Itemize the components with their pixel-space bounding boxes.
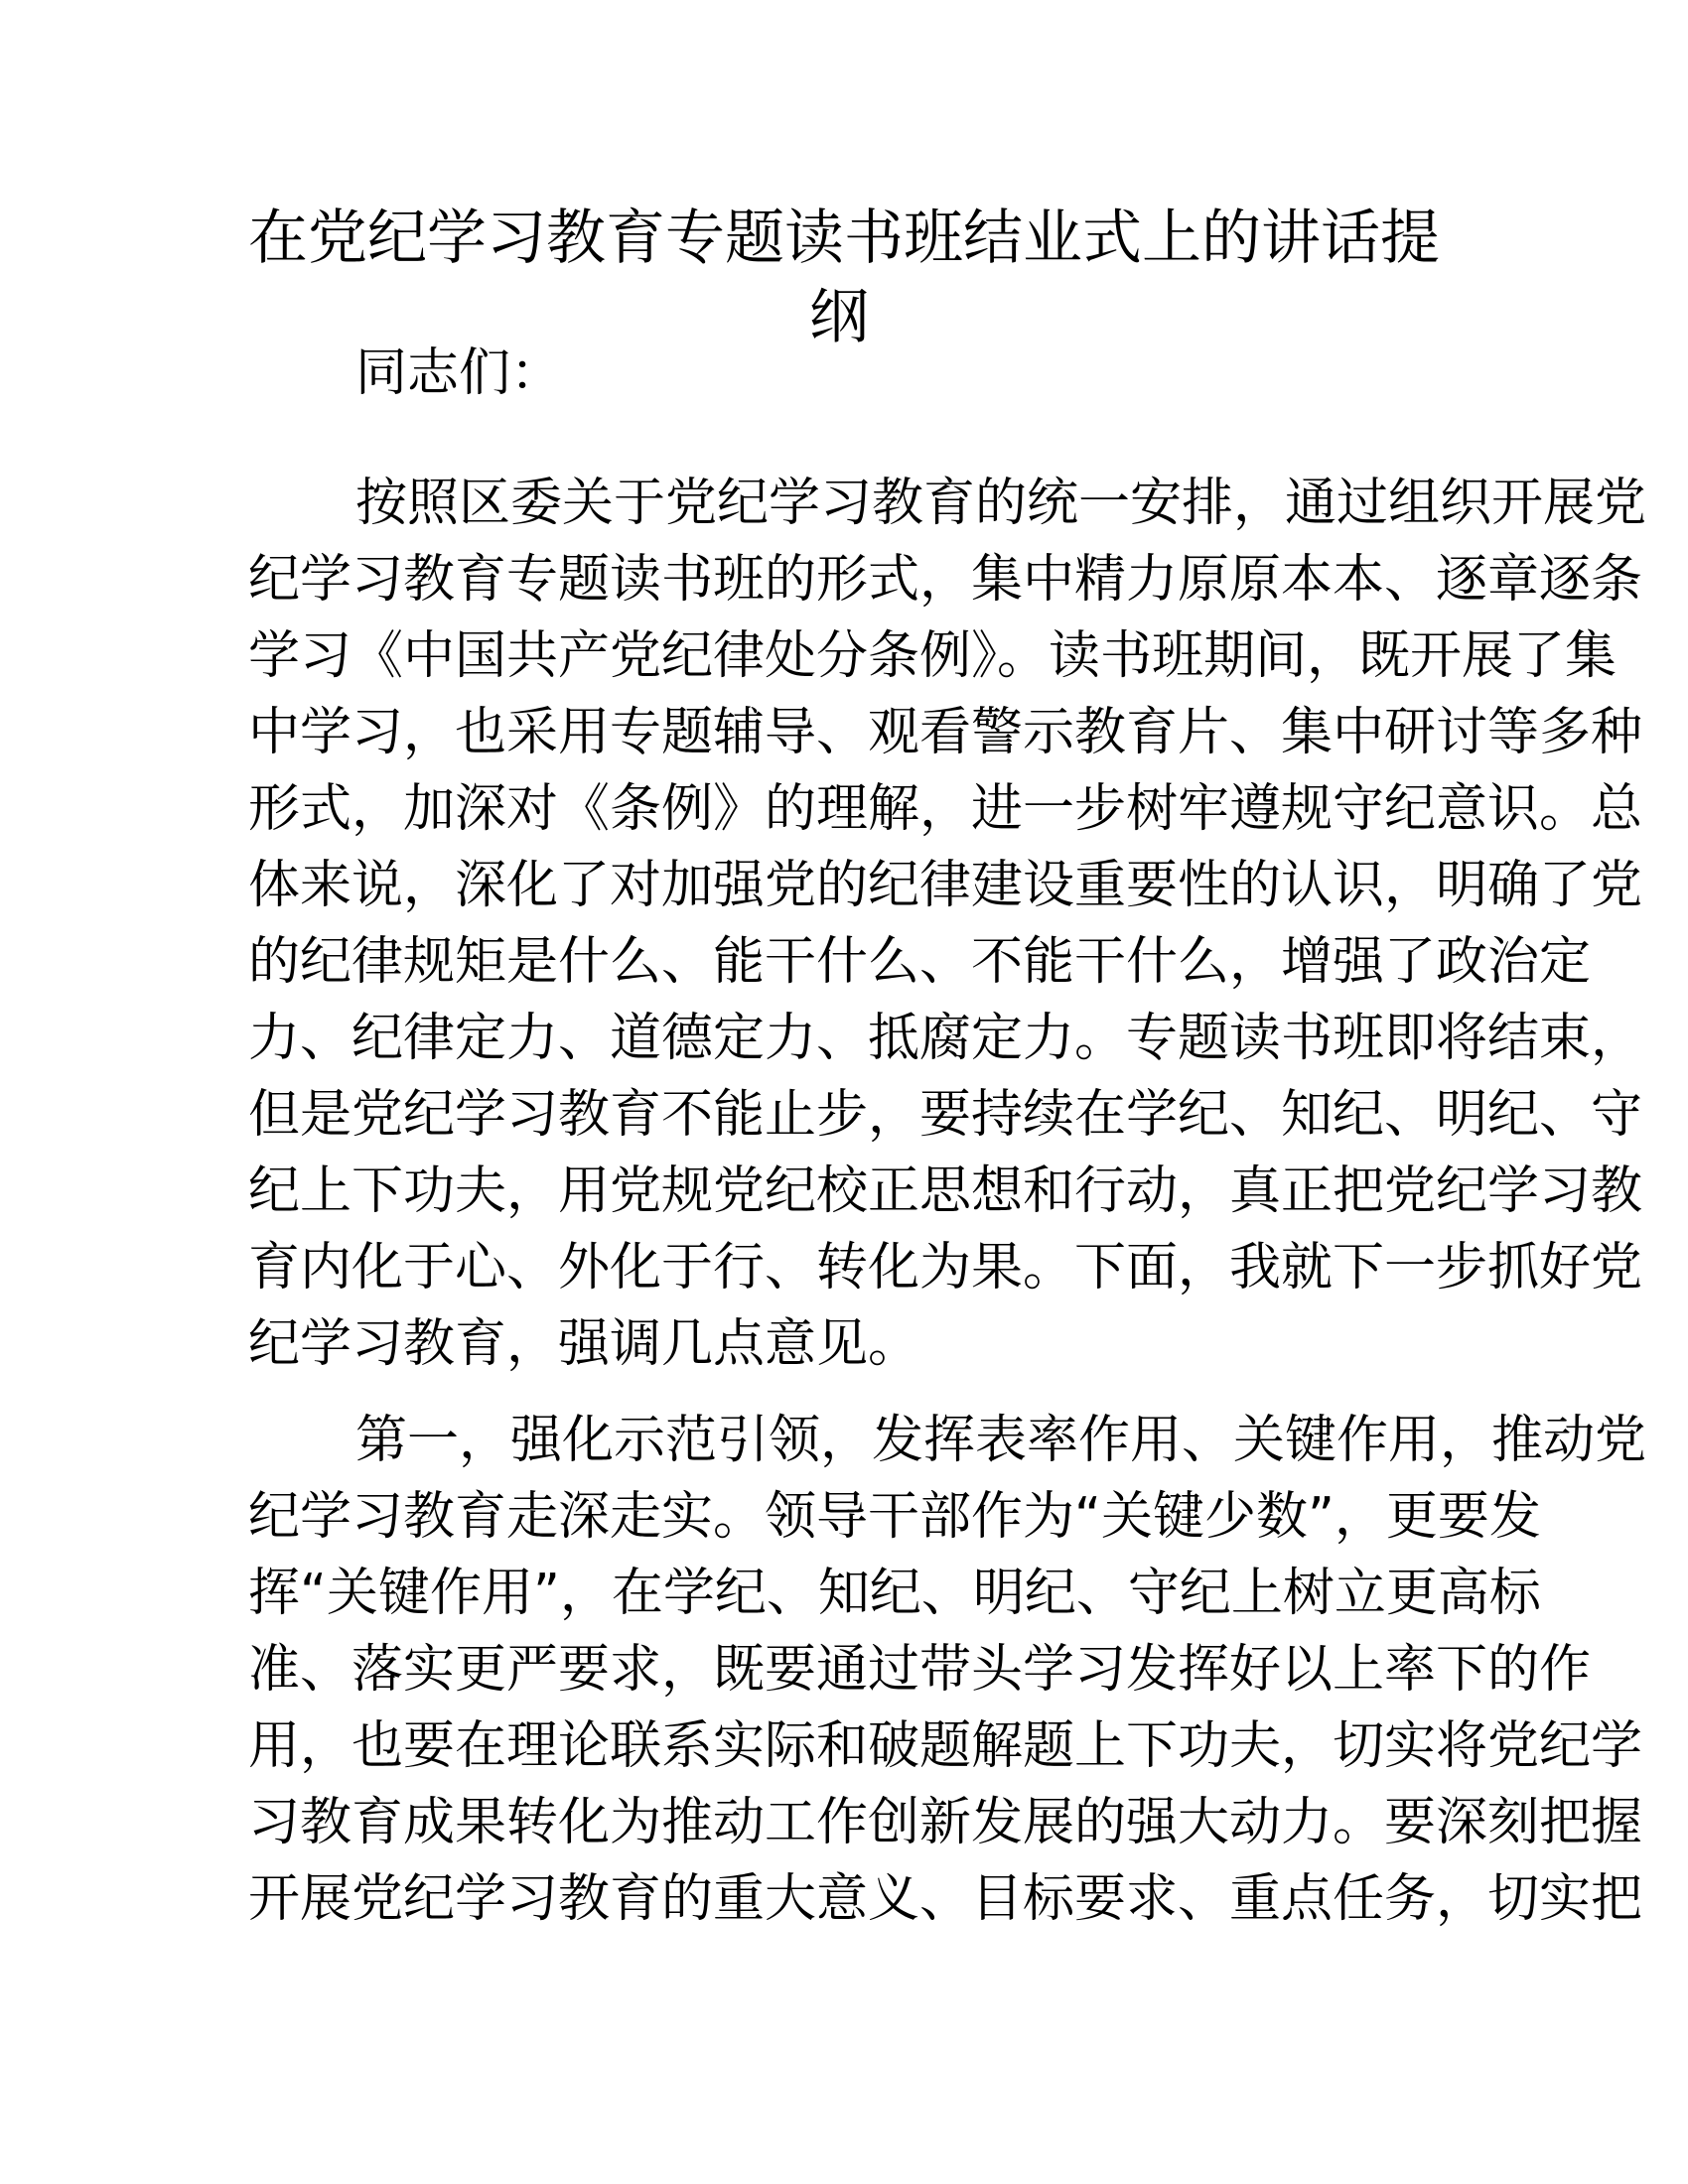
text-line: 育内化于心、外化于行、转化为果。下面，我就下一步抓好党 (248, 1238, 1643, 1297)
text-line: 用，也要在理论联系实际和破题解题上下功夫，切实将党纪学 (248, 1716, 1643, 1776)
text-line: 体来说，深化了对加强党的纪律建设重要性的认识，明确了党 (248, 856, 1643, 915)
text-line: 但是党纪学习教育不能止步，要持续在学纪、知纪、明纪、守 (248, 1085, 1643, 1145)
document-body (248, 466, 1647, 1958)
text-line: 按照区委关于党纪学习教育的统一安排，通过组织开展党 (355, 474, 1647, 533)
text-line: 的纪律规矩是什么、能干什么、不能干什么，增强了政治定 (248, 932, 1592, 992)
text-line: 学习《中国共产党纪律处分条例》。读书班期间，既开展了集 (248, 626, 1618, 686)
paragraph (248, 466, 1647, 1383)
text-line: 纪学习教育专题读书班的形式，集中精力原原本本、逐章逐条 (248, 550, 1643, 610)
salutation-block (248, 336, 1430, 412)
text-line: 习教育成果转化为推动工作创新发展的强大动力。要深刻把握 (248, 1793, 1643, 1852)
text-line: 第一，强化示范引领，发挥表率作用、关键作用，推动党 (355, 1411, 1647, 1470)
document-title (248, 199, 1440, 357)
text-line: 挥“关键作用”，在学纪、知纪、明纪、守纪上树立更高标 (248, 1564, 1541, 1623)
title-line: 纲 (809, 283, 869, 352)
text-line: 纪学习教育走深走实。领导干部作为“关键少数”，更要发 (248, 1487, 1541, 1547)
text-line: 形式，加深对《条例》的理解，进一步树牢遵规守纪意识。总 (248, 779, 1643, 839)
salutation: 同志们： (355, 343, 563, 403)
text-line: 中学习，也采用专题辅导、观看警示教育片、集中研讨等多种 (248, 703, 1643, 762)
text-line: 准、落实更严要求，既要通过带头学习发挥好以上率下的作 (248, 1640, 1592, 1700)
text-line: 纪上下功夫，用党规党纪校正思想和行动，真正把党纪学习教 (248, 1161, 1643, 1221)
text-line: 开展党纪学习教育的重大意义、目标要求、重点任务，切实把 (248, 1869, 1643, 1929)
text-line: 力、纪律定力、道德定力、抵腐定力。专题读书班即将结束， (248, 1009, 1643, 1068)
title-line: 在党纪学习教育专题读书班结业式上的讲话提 (248, 204, 1440, 273)
paragraph (248, 1403, 1647, 1938)
text-line: 纪学习教育，强调几点意见。 (248, 1314, 920, 1374)
